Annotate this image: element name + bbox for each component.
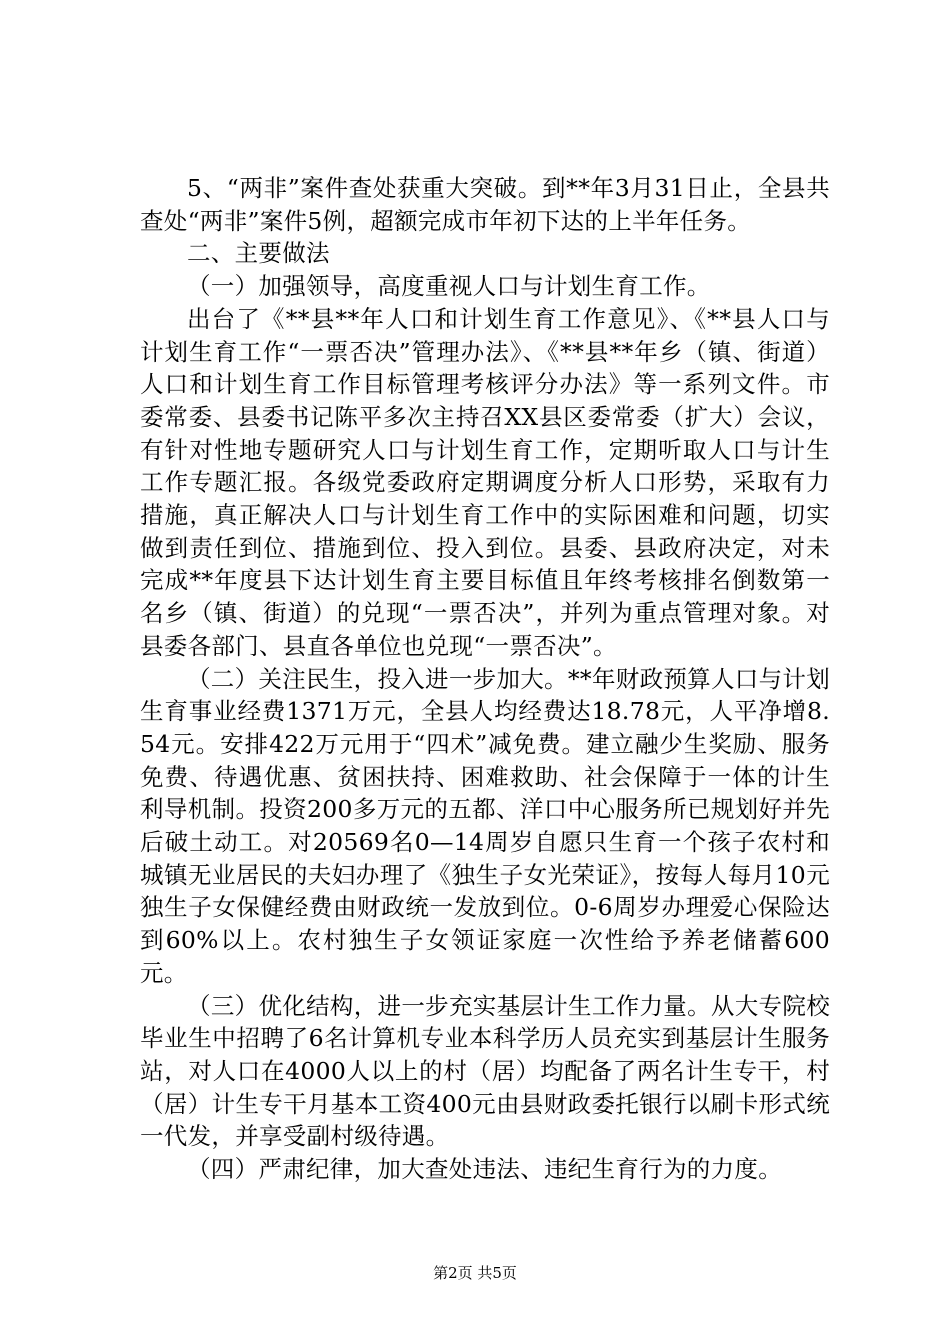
- paragraph-policy-documents: 出台了《**县**年人口和计划生育工作意见》、《**县人口与计划生育工作“一票否决”管理办法》、《**县**年乡（镇、街道）人口和计划生育工作目标管理考核评分办法》等一系列文件。市委常委、县委书记陈平多次主持召XX县区委常委（扩大）会议，有针对性地专题研究人口与计划生育工作，定期听取人口与计生工作专题汇报。各级党委政府定期调度分析人口形势，采取有力措施，真正解决人口与计划生育工作中的实际困难和问题，切实做到责任到位、措施到位、投入到位。县委、县政府决定，对未完成**年度县下达计划生育主要目标值且年终考核排名倒数第一名乡（镇、街道）的兑现“一票否决”，并列为重点管理对象。对县委各部门、县直各单位也兑现“一票否决”。: [140, 304, 830, 660]
- paragraph-case-breakthrough: 5、“两非”案件查处获重大突破。到**年3月31日止，全县共查处“两非”案件5例，超额完成市年初下达的上半年任务。: [140, 174, 830, 235]
- document-body: [140, 172, 830, 1186]
- section-heading-main-practices: 二、主要做法: [187, 239, 330, 268]
- paragraph-livelihood-investment: （二）关注民生，投入进一步加大。**年财政预算人口与计划生育事业经费1371万元，全县人均经费达18.78元，人平净增8.54元。安排422万元用于“四术”减免费。建立融少生奖励、服务免费、待遇优惠、贫困扶持、困难救助、社会保障于一体的计生利导机制。投资200多万元的五都、洋口中心服务所已规划好并先后破土动工。对20569名0—14周岁自愿只生育一个孩子农村和城镇无业居民的夫妇办理了《独生子女光荣证》，按每人每月10元独生子女保健经费由财政统一发放到位。0-6周岁办理爱心保险达到60%以上。农村独生子女领证家庭一次性给予养老储蓄600元。: [140, 664, 830, 987]
- page-number-footer: 第2页 共5页: [433, 1264, 517, 1282]
- subheading-strengthen-leadership: （一）加强领导，高度重视人口与计划生育工作。: [187, 272, 711, 301]
- subheading-strict-discipline: （四）严肃纪律，加大查处违法、违纪生育行为的力度。: [187, 1155, 782, 1184]
- paragraph-optimize-structure: （三）优化结构，进一步充实基层计生工作力量。从大专院校毕业生中招聘了6名计算机专业本科学历人员充实到基层计生服务站，对人口在4000人以上的村（居）均配备了两名计生专干，村（居）计生专干月基本工资400元由县财政委托银行以刷卡形式统一代发，并享受副村级待遇。: [140, 991, 830, 1151]
